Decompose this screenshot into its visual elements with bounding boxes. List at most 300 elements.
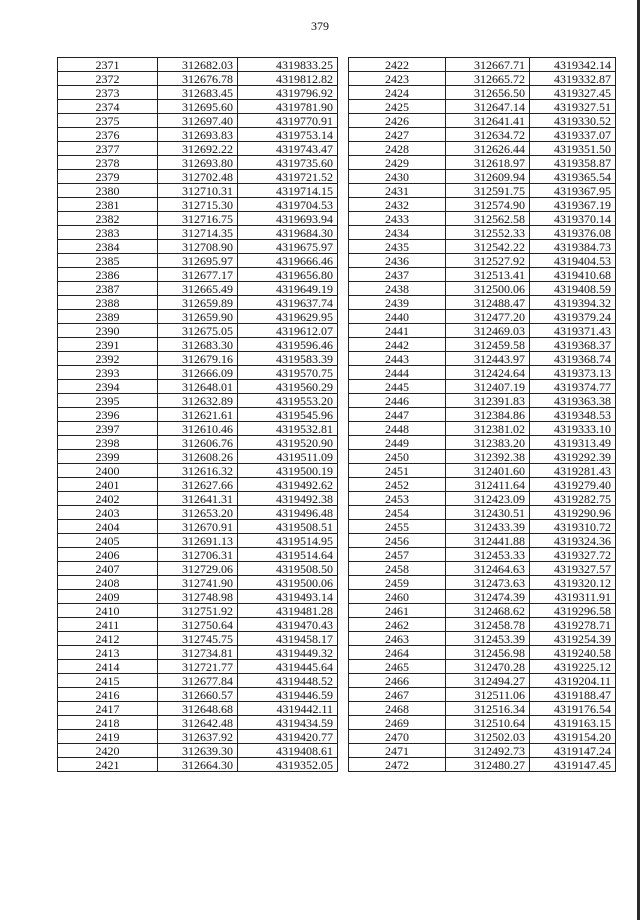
point-number-cell: 2423: [349, 72, 446, 86]
table-row: [349, 380, 616, 394]
point-number-cell: 2447: [349, 408, 446, 422]
y-coordinate-cell: 4319458.17: [238, 632, 338, 646]
point-number-cell: 2431: [349, 184, 446, 198]
point-number-cell: 2398: [58, 436, 158, 450]
y-coordinate-cell: 4319310.72: [530, 520, 616, 534]
y-coordinate-cell: 4319704.53: [238, 198, 338, 212]
x-coordinate-cell: 312676.78: [158, 72, 238, 86]
x-coordinate-cell: 312683.30: [158, 338, 238, 352]
x-coordinate-cell: 312715.30: [158, 198, 238, 212]
point-number-cell: 2391: [58, 338, 158, 352]
point-number-cell: 2459: [349, 576, 446, 590]
x-coordinate-cell: 312653.20: [158, 506, 238, 520]
point-number-cell: 2426: [349, 114, 446, 128]
y-coordinate-cell: 4319445.64: [238, 660, 338, 674]
y-coordinate-cell: 4319327.72: [530, 548, 616, 562]
x-coordinate-cell: 312702.48: [158, 170, 238, 184]
table-row: [58, 590, 338, 604]
table-row: [349, 338, 616, 352]
y-coordinate-cell: 4319282.75: [530, 492, 616, 506]
table-row: [349, 632, 616, 646]
x-coordinate-cell: 312458.78: [446, 618, 530, 632]
y-coordinate-cell: 4319370.14: [530, 212, 616, 226]
table-row: [349, 212, 616, 226]
table-row: [349, 548, 616, 562]
y-coordinate-cell: 4319656.80: [238, 268, 338, 282]
point-number-cell: 2384: [58, 240, 158, 254]
table-row: [58, 422, 338, 436]
point-number-cell: 2444: [349, 366, 446, 380]
x-coordinate-cell: 312682.03: [158, 58, 238, 72]
point-number-cell: 2448: [349, 422, 446, 436]
table-row: [58, 212, 338, 226]
table-row: [349, 604, 616, 618]
x-coordinate-cell: 312667.71: [446, 58, 530, 72]
x-coordinate-cell: 312693.83: [158, 128, 238, 142]
point-number-cell: 2466: [349, 674, 446, 688]
y-coordinate-cell: 4319332.87: [530, 72, 616, 86]
point-number-cell: 2441: [349, 324, 446, 338]
x-coordinate-cell: 312430.51: [446, 506, 530, 520]
x-coordinate-cell: 312488.47: [446, 296, 530, 310]
y-coordinate-cell: 4319583.39: [238, 352, 338, 366]
y-coordinate-cell: 4319637.74: [238, 296, 338, 310]
y-coordinate-cell: 4319368.74: [530, 352, 616, 366]
x-coordinate-cell: 312751.92: [158, 604, 238, 618]
y-coordinate-cell: 4319833.25: [238, 58, 338, 72]
table-row: [349, 366, 616, 380]
table-row: [349, 352, 616, 366]
x-coordinate-cell: 312441.88: [446, 534, 530, 548]
y-coordinate-cell: 4319147.45: [530, 758, 616, 772]
point-number-cell: 2417: [58, 702, 158, 716]
point-number-cell: 2453: [349, 492, 446, 506]
table-row: [58, 506, 338, 520]
point-number-cell: 2457: [349, 548, 446, 562]
x-coordinate-cell: 312401.60: [446, 464, 530, 478]
page-number: 379: [311, 19, 329, 33]
table-row: [349, 730, 616, 744]
y-coordinate-cell: 4319327.51: [530, 100, 616, 114]
x-coordinate-cell: 312433.39: [446, 520, 530, 534]
point-number-cell: 2388: [58, 296, 158, 310]
table-row: [58, 114, 338, 128]
y-coordinate-cell: 4319281.43: [530, 464, 616, 478]
y-coordinate-cell: 4319290.96: [530, 506, 616, 520]
point-number-cell: 2410: [58, 604, 158, 618]
x-coordinate-cell: 312677.17: [158, 268, 238, 282]
table-row: [58, 142, 338, 156]
x-coordinate-cell: 312468.62: [446, 604, 530, 618]
y-coordinate-cell: 4319496.48: [238, 506, 338, 520]
point-number-cell: 2395: [58, 394, 158, 408]
point-number-cell: 2471: [349, 744, 446, 758]
y-coordinate-cell: 4319384.73: [530, 240, 616, 254]
y-coordinate-cell: 4319553.20: [238, 394, 338, 408]
table-row: [349, 296, 616, 310]
table-row: [58, 72, 338, 86]
x-coordinate-cell: 312675.05: [158, 324, 238, 338]
y-coordinate-cell: 4319320.12: [530, 576, 616, 590]
x-coordinate-cell: 312659.89: [158, 296, 238, 310]
y-coordinate-cell: 4319374.77: [530, 380, 616, 394]
point-number-cell: 2404: [58, 520, 158, 534]
point-number-cell: 2469: [349, 716, 446, 730]
x-coordinate-cell: 312391.83: [446, 394, 530, 408]
point-number-cell: 2462: [349, 618, 446, 632]
x-coordinate-cell: 312632.89: [158, 394, 238, 408]
table-row: [58, 58, 338, 72]
y-coordinate-cell: 4319379.24: [530, 310, 616, 324]
y-coordinate-cell: 4319735.60: [238, 156, 338, 170]
point-number-cell: 2389: [58, 310, 158, 324]
point-number-cell: 2458: [349, 562, 446, 576]
x-coordinate-cell: 312470.28: [446, 660, 530, 674]
point-number-cell: 2430: [349, 170, 446, 184]
y-coordinate-cell: 4319420.77: [238, 730, 338, 744]
point-number-cell: 2407: [58, 562, 158, 576]
x-coordinate-cell: 312552.33: [446, 226, 530, 240]
table-row: [349, 72, 616, 86]
y-coordinate-cell: 4319376.08: [530, 226, 616, 240]
x-coordinate-cell: 312477.20: [446, 310, 530, 324]
y-coordinate-cell: 4319373.13: [530, 366, 616, 380]
x-coordinate-cell: 312648.01: [158, 380, 238, 394]
x-coordinate-cell: 312647.14: [446, 100, 530, 114]
point-number-cell: 2435: [349, 240, 446, 254]
y-coordinate-cell: 4319348.53: [530, 408, 616, 422]
table-row: [58, 86, 338, 100]
point-number-cell: 2463: [349, 632, 446, 646]
x-coordinate-cell: 312697.40: [158, 114, 238, 128]
point-number-cell: 2406: [58, 548, 158, 562]
x-coordinate-cell: 312706.31: [158, 548, 238, 562]
y-coordinate-cell: 4319500.06: [238, 576, 338, 590]
x-coordinate-cell: 312750.64: [158, 618, 238, 632]
y-coordinate-cell: 4319511.09: [238, 450, 338, 464]
y-coordinate-cell: 4319337.07: [530, 128, 616, 142]
point-number-cell: 2387: [58, 282, 158, 296]
x-coordinate-cell: 312423.09: [446, 492, 530, 506]
table-row: [58, 562, 338, 576]
y-coordinate-cell: 4319448.52: [238, 674, 338, 688]
table-row: [58, 352, 338, 366]
x-coordinate-cell: 312609.94: [446, 170, 530, 184]
y-coordinate-cell: 4319753.14: [238, 128, 338, 142]
point-number-cell: 2416: [58, 688, 158, 702]
point-number-cell: 2440: [349, 310, 446, 324]
x-coordinate-cell: 312714.35: [158, 226, 238, 240]
table-row: [58, 688, 338, 702]
x-coordinate-cell: 312716.75: [158, 212, 238, 226]
point-number-cell: 2420: [58, 744, 158, 758]
table-row: [58, 548, 338, 562]
table-row: [58, 226, 338, 240]
table-row: [58, 296, 338, 310]
table-row: [58, 268, 338, 282]
point-number-cell: 2461: [349, 604, 446, 618]
table-row: [349, 394, 616, 408]
y-coordinate-cell: 4319404.53: [530, 254, 616, 268]
y-coordinate-cell: 4319629.95: [238, 310, 338, 324]
table-row: [349, 520, 616, 534]
y-coordinate-cell: 4319508.50: [238, 562, 338, 576]
y-coordinate-cell: 4319296.58: [530, 604, 616, 618]
table-row: [58, 758, 338, 772]
table-row: [58, 534, 338, 548]
table-row: [349, 86, 616, 100]
x-coordinate-cell: 312677.84: [158, 674, 238, 688]
x-coordinate-cell: 312618.97: [446, 156, 530, 170]
table-row: [349, 156, 616, 170]
table-row: [58, 324, 338, 338]
y-coordinate-cell: 4319367.95: [530, 184, 616, 198]
point-number-cell: 2385: [58, 254, 158, 268]
table-row: [58, 184, 338, 198]
point-number-cell: 2409: [58, 590, 158, 604]
point-number-cell: 2418: [58, 716, 158, 730]
point-number-cell: 2442: [349, 338, 446, 352]
x-coordinate-cell: 312708.90: [158, 240, 238, 254]
x-coordinate-cell: 312562.58: [446, 212, 530, 226]
y-coordinate-cell: 4319330.52: [530, 114, 616, 128]
y-coordinate-cell: 4319514.64: [238, 548, 338, 562]
point-number-cell: 2437: [349, 268, 446, 282]
table-row: [349, 506, 616, 520]
table-row: [349, 590, 616, 604]
x-coordinate-cell: 312670.91: [158, 520, 238, 534]
point-number-cell: 2456: [349, 534, 446, 548]
table-row: [58, 450, 338, 464]
point-number-cell: 2468: [349, 702, 446, 716]
table-row: [349, 744, 616, 758]
point-number-cell: 2399: [58, 450, 158, 464]
y-coordinate-cell: 4319333.10: [530, 422, 616, 436]
point-number-cell: 2397: [58, 422, 158, 436]
point-number-cell: 2454: [349, 506, 446, 520]
point-number-cell: 2433: [349, 212, 446, 226]
y-coordinate-cell: 4319446.59: [238, 688, 338, 702]
table-row: [58, 198, 338, 212]
y-coordinate-cell: 4319352.05: [238, 758, 338, 772]
point-number-cell: 2375: [58, 114, 158, 128]
point-number-cell: 2378: [58, 156, 158, 170]
y-coordinate-cell: 4319324.36: [530, 534, 616, 548]
point-number-cell: 2439: [349, 296, 446, 310]
point-number-cell: 2377: [58, 142, 158, 156]
table-row: [349, 254, 616, 268]
x-coordinate-cell: 312710.31: [158, 184, 238, 198]
y-coordinate-cell: 4319358.87: [530, 156, 616, 170]
x-coordinate-cell: 312695.97: [158, 254, 238, 268]
x-coordinate-cell: 312407.19: [446, 380, 530, 394]
table-row: [349, 478, 616, 492]
y-coordinate-cell: 4319721.52: [238, 170, 338, 184]
y-coordinate-cell: 4319812.82: [238, 72, 338, 86]
y-coordinate-cell: 4319796.92: [238, 86, 338, 100]
coordinates-table-right-body: [349, 58, 616, 772]
table-row: [58, 646, 338, 660]
x-coordinate-cell: 312693.80: [158, 156, 238, 170]
y-coordinate-cell: 4319363.38: [530, 394, 616, 408]
x-coordinate-cell: 312634.72: [446, 128, 530, 142]
table-row: [349, 114, 616, 128]
point-number-cell: 2429: [349, 156, 446, 170]
coordinates-table-left-body: [58, 58, 338, 772]
x-coordinate-cell: 312656.50: [446, 86, 530, 100]
table-row: [349, 100, 616, 114]
table-row: [349, 184, 616, 198]
point-number-cell: 2412: [58, 632, 158, 646]
x-coordinate-cell: 312511.06: [446, 688, 530, 702]
table-row: [349, 562, 616, 576]
x-coordinate-cell: 312480.27: [446, 758, 530, 772]
point-number-cell: 2445: [349, 380, 446, 394]
table-row: [58, 618, 338, 632]
point-number-cell: 2452: [349, 478, 446, 492]
y-coordinate-cell: 4319408.61: [238, 744, 338, 758]
y-coordinate-cell: 4319279.40: [530, 478, 616, 492]
x-coordinate-cell: 312660.57: [158, 688, 238, 702]
x-coordinate-cell: 312464.63: [446, 562, 530, 576]
x-coordinate-cell: 312691.13: [158, 534, 238, 548]
table-row: [349, 240, 616, 254]
y-coordinate-cell: 4319394.32: [530, 296, 616, 310]
x-coordinate-cell: 312474.39: [446, 590, 530, 604]
x-coordinate-cell: 312748.98: [158, 590, 238, 604]
point-number-cell: 2465: [349, 660, 446, 674]
y-coordinate-cell: 4319147.24: [530, 744, 616, 758]
x-coordinate-cell: 312510.64: [446, 716, 530, 730]
x-coordinate-cell: 312383.20: [446, 436, 530, 450]
table-row: [349, 142, 616, 156]
x-coordinate-cell: 312734.81: [158, 646, 238, 660]
table-row: [349, 660, 616, 674]
y-coordinate-cell: 4319240.58: [530, 646, 616, 660]
y-coordinate-cell: 4319351.50: [530, 142, 616, 156]
x-coordinate-cell: 312665.72: [446, 72, 530, 86]
y-coordinate-cell: 4319520.90: [238, 436, 338, 450]
point-number-cell: 2434: [349, 226, 446, 240]
table-row: [58, 674, 338, 688]
y-coordinate-cell: 4319500.19: [238, 464, 338, 478]
x-coordinate-cell: 312642.48: [158, 716, 238, 730]
x-coordinate-cell: 312721.77: [158, 660, 238, 674]
y-coordinate-cell: 4319743.47: [238, 142, 338, 156]
point-number-cell: 2373: [58, 86, 158, 100]
y-coordinate-cell: 4319410.68: [530, 268, 616, 282]
x-coordinate-cell: 312745.75: [158, 632, 238, 646]
table-row: [58, 380, 338, 394]
table-row: [58, 702, 338, 716]
y-coordinate-cell: 4319254.39: [530, 632, 616, 646]
table-row: [349, 226, 616, 240]
table-row: [349, 618, 616, 632]
table-row: [349, 576, 616, 590]
table-row: [58, 338, 338, 352]
coordinates-table-right: [348, 57, 616, 772]
table-row: [349, 268, 616, 282]
y-coordinate-cell: 4319176.54: [530, 702, 616, 716]
table-row: [349, 310, 616, 324]
x-coordinate-cell: 312516.34: [446, 702, 530, 716]
y-coordinate-cell: 4319781.90: [238, 100, 338, 114]
x-coordinate-cell: 312500.06: [446, 282, 530, 296]
point-number-cell: 2425: [349, 100, 446, 114]
point-number-cell: 2386: [58, 268, 158, 282]
point-number-cell: 2403: [58, 506, 158, 520]
x-coordinate-cell: 312494.27: [446, 674, 530, 688]
y-coordinate-cell: 4319714.15: [238, 184, 338, 198]
y-coordinate-cell: 4319514.95: [238, 534, 338, 548]
y-coordinate-cell: 4319612.07: [238, 324, 338, 338]
table-row: [349, 170, 616, 184]
y-coordinate-cell: 4319666.46: [238, 254, 338, 268]
table-row: [58, 492, 338, 506]
x-coordinate-cell: 312626.44: [446, 142, 530, 156]
table-row: [349, 198, 616, 212]
y-coordinate-cell: 4319278.71: [530, 618, 616, 632]
point-number-cell: 2376: [58, 128, 158, 142]
table-row: [349, 534, 616, 548]
point-number-cell: 2413: [58, 646, 158, 660]
point-number-cell: 2371: [58, 58, 158, 72]
y-coordinate-cell: 4319492.62: [238, 478, 338, 492]
y-coordinate-cell: 4319442.11: [238, 702, 338, 716]
y-coordinate-cell: 4319675.97: [238, 240, 338, 254]
point-number-cell: 2464: [349, 646, 446, 660]
y-coordinate-cell: 4319327.45: [530, 86, 616, 100]
y-coordinate-cell: 4319327.57: [530, 562, 616, 576]
table-row: [58, 716, 338, 730]
point-number-cell: 2401: [58, 478, 158, 492]
point-number-cell: 2427: [349, 128, 446, 142]
x-coordinate-cell: 312424.64: [446, 366, 530, 380]
y-coordinate-cell: 4319313.49: [530, 436, 616, 450]
x-coordinate-cell: 312637.92: [158, 730, 238, 744]
x-coordinate-cell: 312591.75: [446, 184, 530, 198]
point-number-cell: 2450: [349, 450, 446, 464]
y-coordinate-cell: 4319493.14: [238, 590, 338, 604]
y-coordinate-cell: 4319367.19: [530, 198, 616, 212]
table-row: [58, 156, 338, 170]
x-coordinate-cell: 312459.58: [446, 338, 530, 352]
table-row: [349, 436, 616, 450]
table-row: [58, 254, 338, 268]
x-coordinate-cell: 312679.16: [158, 352, 238, 366]
x-coordinate-cell: 312627.66: [158, 478, 238, 492]
table-row: [58, 170, 338, 184]
point-number-cell: 2392: [58, 352, 158, 366]
point-number-cell: 2396: [58, 408, 158, 422]
x-coordinate-cell: 312639.30: [158, 744, 238, 758]
x-coordinate-cell: 312469.03: [446, 324, 530, 338]
y-coordinate-cell: 4319311.91: [530, 590, 616, 604]
point-number-cell: 2436: [349, 254, 446, 268]
point-number-cell: 2470: [349, 730, 446, 744]
x-coordinate-cell: 312381.02: [446, 422, 530, 436]
table-row: [349, 408, 616, 422]
table-row: [58, 128, 338, 142]
x-coordinate-cell: 312513.41: [446, 268, 530, 282]
x-coordinate-cell: 312574.90: [446, 198, 530, 212]
point-number-cell: 2451: [349, 464, 446, 478]
x-coordinate-cell: 312648.68: [158, 702, 238, 716]
y-coordinate-cell: 4319154.20: [530, 730, 616, 744]
y-coordinate-cell: 4319408.59: [530, 282, 616, 296]
x-coordinate-cell: 312641.31: [158, 492, 238, 506]
table-row: [349, 702, 616, 716]
